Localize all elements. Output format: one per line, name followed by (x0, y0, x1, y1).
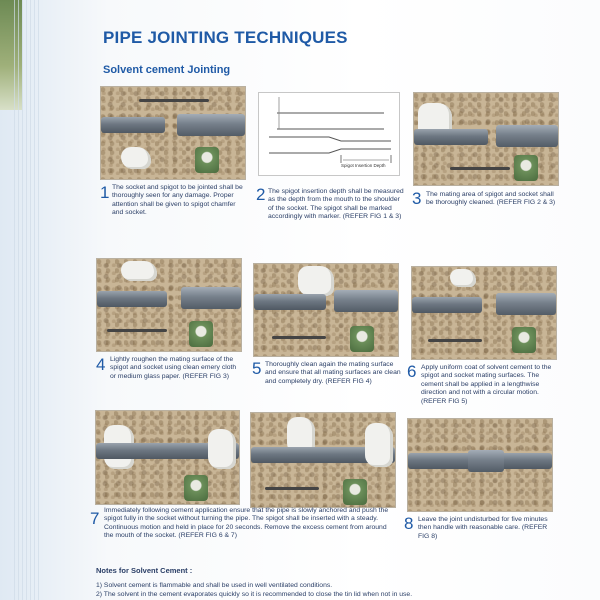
step-1-text: The socket and spigot to be jointed shall be thoroughly seen for any damage. Proper attention shall be given to spigot chamfer and socket. (112, 184, 243, 217)
diagram-label: Spigot Insertion Depth (341, 163, 386, 168)
cement-tin (189, 321, 213, 347)
figure-1-photo (100, 86, 246, 180)
tool (428, 339, 482, 342)
socket-pipe (181, 287, 241, 309)
glove (298, 266, 334, 296)
tool (265, 487, 319, 490)
socket-pipe (177, 114, 245, 136)
socket-pipe (496, 125, 558, 147)
step-1-number: 1 (100, 183, 110, 202)
cement-tin (184, 475, 208, 501)
cement-tin (350, 326, 374, 352)
step-4-number: 4 (96, 355, 106, 374)
figure-8-photo (407, 418, 553, 512)
figure-5-photo (253, 263, 399, 357)
notes-heading: Notes for Solvent Cement : (96, 566, 193, 575)
socket-pipe (334, 290, 398, 312)
tool (450, 167, 510, 170)
step-8-number: 8 (404, 514, 414, 533)
step-8-text: Leave the joint undisturbed for five minutes then handle with reasonable care. (REFER FIG 8) (418, 516, 548, 540)
spigot-pipe (101, 117, 165, 133)
section-subtitle: Solvent cement Jointing (103, 64, 231, 76)
cement-tin (512, 327, 536, 353)
tool (272, 336, 326, 339)
tool (107, 329, 167, 332)
cloth (121, 147, 151, 169)
spigot-pipe (97, 291, 167, 307)
cement-tin (343, 479, 367, 505)
note-2: 2) The solvent in the cement evaporates quickly so it is recommended to close the tin lid when not in use. (96, 591, 413, 598)
figure-7a-photo (95, 410, 240, 505)
glove (450, 269, 476, 287)
step-2-number: 2 (256, 185, 266, 204)
step-5-text: Thoroughly clean again the mating surface and ensure that all mating surfaces are clean and completely dry. (REFER FIG 4) (265, 361, 401, 385)
figure-7b-photo (250, 412, 396, 508)
figure-2-diagram (258, 92, 400, 176)
step-2-text: The spigot insertion depth shall be measured as the depth from the mouth to the shoulder of the socket. The spigot shall be marked accordingly with marker. (REFER FIG 1 & 3) (268, 188, 404, 221)
glove (121, 261, 157, 281)
joint-collar (468, 450, 504, 472)
socket-pipe (496, 293, 556, 315)
page-edge-stack (14, 0, 40, 600)
spigot-pipe (414, 129, 488, 145)
step-7-text: Immediately following cement application ensure that the pipe is slowly anchored and push the spigot fully in the socket without turning the pipe. The spigot shall be inserted with a steady. Continuous motion and held in place for 20 seconds. Remove the excess cement from around the mouth of the socket. (REFER FIG 6 & 7) (104, 507, 389, 540)
step-3-number: 3 (412, 189, 422, 208)
glove (365, 423, 393, 467)
spigot-pipe (254, 294, 326, 310)
step-5-number: 5 (252, 359, 262, 378)
note-1: 1) Solvent cement is flammable and shall be used in well ventilated conditions. (96, 582, 333, 589)
spigot-pipe (412, 297, 482, 313)
step-4-text: Lightly roughen the mating surface of the spigot and socket using clean emery cloth or medium glass paper. (REFER FIG 3) (110, 356, 237, 380)
figure-4-photo (96, 258, 242, 352)
figure-6-photo (411, 266, 557, 360)
cement-tin (514, 155, 538, 181)
step-3-text: The mating area of spigot and socket shall be thoroughly cleaned. (REFER FIG 2 & 3) (426, 191, 556, 207)
figure-3-photo (413, 92, 559, 186)
step-6-number: 6 (407, 362, 417, 381)
tool (139, 99, 209, 102)
cement-tin (195, 147, 219, 173)
page-title: PIPE JOINTING TECHNIQUES (103, 28, 348, 47)
step-7-number: 7 (90, 509, 100, 528)
glove (208, 429, 236, 469)
step-6-text: Apply uniform coat of solvent cement to the spigot and socket mating surfaces. The cement shall be applied in a lengthwise direction and not with a circular motion. (REFER FIG 5) (421, 364, 552, 405)
